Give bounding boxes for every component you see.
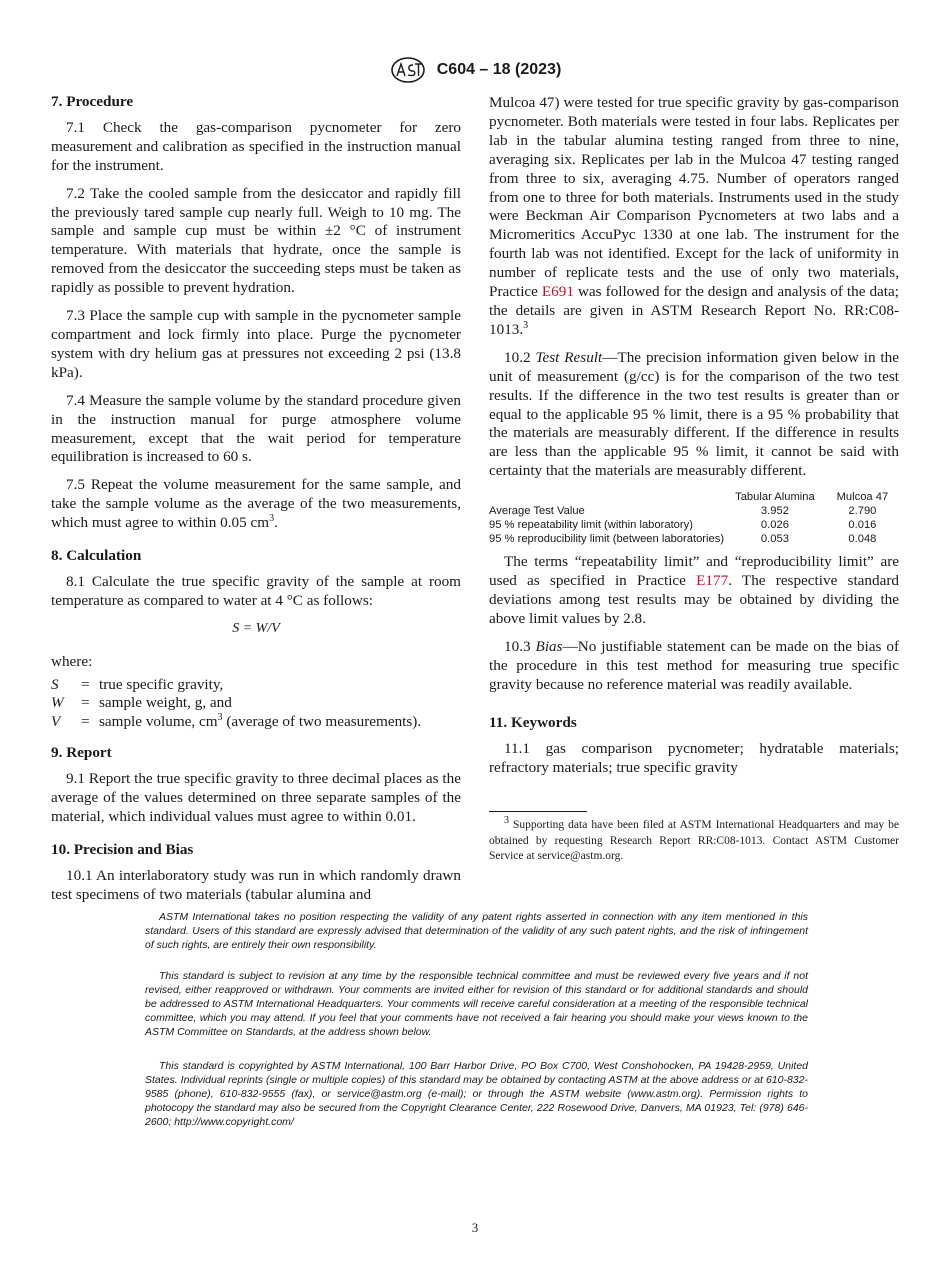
page-header bbox=[0, 56, 950, 86]
paragraph-7-4: 7.4 Measure the sample volume by the standard procedure given in the instruction manual for purge atmosphere volume measurement, except that the wait period for temperature equilibration is increased to 60 s. bbox=[51, 391, 461, 466]
where-label: where: bbox=[51, 652, 93, 670]
paragraph-7-2: 7.2 Take the cooled sample from the desiccator and rapidly fill the previously tared sample cup nearly full. Weigh to 10 mg. The sample and sample cup must be within ±2 °C of instrument temperature. With materials that hydrate, once the sample is removed from the desiccator the succeeding steps must be taken as rapidly as possible to prevent hydration. bbox=[51, 184, 461, 297]
paragraph-10-2: 10.2 Test Result—The precision information given below in the unit of measurement (g/cc) is for the comparison of the two test results. If the difference in the two test results is greater than or equal to the applicable 95 % limit, there is a 95 % probability that the materials are measurably different. If the difference in results are less than the applicable 95 % limit, it cannot be said with certainty that the materials are measurably different. bbox=[489, 348, 899, 480]
paragraph-11-1: 11.1 gas comparison pycnometer; hydratable materials; refractory materials; true specific gravity bbox=[489, 740, 899, 777]
paragraph-7-1: 7.1 Check the gas-comparison pycnometer for zero measurement and calibration as specified in the instruction manual for the instrument. bbox=[51, 118, 461, 174]
section-title-keywords: 11. Keywords bbox=[489, 714, 577, 732]
section-title-precision-bias: 10. Precision and Bias bbox=[51, 840, 194, 858]
table-row: 95 % reproducibility limit (between laboratories) 0.053 0.048 bbox=[489, 533, 877, 546]
footnote-3: $^3$ Supporting data have been filed at ASTM International Headquarters and may be obtained by requesting Research Report RR:C08-1013. Contact ASTM Customer Service at service@astm.org. bbox=[489, 815, 899, 863]
variable-row: S = true specific gravity, bbox=[51, 675, 224, 693]
link-e177[interactable]: E177 bbox=[696, 572, 729, 590]
variable-row: W = sample weight, g, and bbox=[51, 694, 232, 712]
equation: S = W/V bbox=[232, 620, 280, 636]
paragraph-8-1: 8.1 Calculate the true specific gravity of the sample at room temperature as compared to water at 4 °C as follows: bbox=[51, 572, 461, 609]
table-row: 95 % repeatability limit (within laboratory) 0.026 0.016 bbox=[489, 519, 877, 532]
right-column bbox=[489, 94, 899, 874]
variable-row: V = sample volume, $cm^3$ (average of two measurements). bbox=[51, 712, 422, 731]
precision-table bbox=[489, 490, 899, 546]
section-title-report: 9. Report bbox=[51, 744, 112, 762]
paragraph-10-1-continued: Mulcoa 47) were tested for true specific gravity by gas-comparison pycnometer. Both materials were tested in four labs. Replicates per lab in the tabular alumina testing ranged from three to nine, averaging six. Replicates per lab in the Mulcoa 47 testing ranged from three to six, averaging 4.75. Number of operators ranged from one to three for both materials. Instruments used in the study were Beckman Air Comparison Pycnometers at two labs and a Micromeritics AccuPyc 1330 at one lab. The instrument for the fourth lab was not identified. Except for the lack of uniformity in number of replicate tests and the use of only two materials, Practice E691 was followed for the design and analysis of the data; the details are given in ASTM Research Report No. RR:C08-1013.$^3$ bbox=[489, 94, 899, 338]
variable-definitions bbox=[51, 676, 421, 733]
astm-logo-icon bbox=[389, 56, 427, 84]
paragraph-7-3: 7.3 Place the sample cup with sample in the pycnometer sample compartment and lock firmly into place. Purge the pycnometer system with dry helium gas at pressures not exceeding 2 psi (13.8 kPa). bbox=[51, 307, 461, 381]
paragraph-7-5: 7.5 Repeat the volume measurement for the same sample, and take the sample volume as the average of the two measurements, which must agree to within 0.05 $cm^3$. bbox=[51, 476, 461, 532]
standard-designation: C604 – 18 (2023) bbox=[436, 61, 562, 78]
page-number: 3 bbox=[471, 1220, 479, 1235]
paragraph-limits-note: The terms “repeatability limit” and “reproducibility limit” are used as specified in Practice E177. The respective standard deviations among test results may be obtained by dividing the above limit values by 2.8. bbox=[489, 553, 899, 627]
section-title-calculation: 8. Calculation bbox=[51, 547, 142, 565]
footnote-divider bbox=[489, 811, 587, 812]
paragraph-10-1-start: 10.1 An interlaboratory study was run in which randomly drawn test specimens of two materials (tabular alumina and bbox=[51, 866, 461, 903]
section-title-procedure: 7. Procedure bbox=[51, 93, 134, 110]
revision-notice: This standard is subject to revision at any time by the responsible technical committee and must be reviewed every five years and if not revised, either reapproved or withdrawn. Your comments are invited either for revision of this standard or for additional standards and should be addressed to ASTM International Headquarters. Your comments will receive careful consideration at a meeting of the responsible technical committee, which you may attend. If you feel that your comments have not received a fair hearing you should make your views known to the ASTM Committee on Standards, at the address shown below. bbox=[145, 970, 808, 1038]
copyright-notice: This standard is copyrighted by ASTM International, 100 Barr Harbor Drive, PO Box C700, West Conshohocken, PA 19428-2959, United States. Individual reprints (single or multiple copies) of this standard may be obtained by contacting ASTM at the above address or at 610-832-9585 (phone), 610-832-9555 (fax), or service@astm.org (e-mail); or through the ASTM website (www.astm.org). Permission rights to photocopy the standard may also be secured from the Copyright Clearance Center, 222 Rosewood Drive, Danvers, MA 01923, Tel: (978) 646-2600; http://www.copyright.com/ bbox=[145, 1060, 808, 1128]
link-e691[interactable]: E691 bbox=[541, 283, 574, 301]
superscript: 3 bbox=[269, 513, 275, 525]
table-header-row: Tabular Alumina Mulcoa 47 bbox=[735, 491, 889, 504]
table-row: Average Test Value 3.952 2.790 bbox=[489, 505, 877, 518]
paragraph-9-1: 9.1 Report the true specific gravity to three decimal places as the average of the values determined on three separate samples of the material, which individual values must agree to within 0.01. bbox=[51, 770, 461, 825]
paragraph-10-3: 10.3 Bias—No justifiable statement can be made on the bias of the procedure in this test method for measuring true specific gravity because no reference material was readily available. bbox=[489, 637, 900, 693]
patent-notice: ASTM International takes no position respecting the validity of any patent rights asserted in connection with any item mentioned in this standard. Users of this standard are expressly advised that determination of the validity of any such patent rights, and the risk of infringement of such rights, are entirely their own responsibility. bbox=[145, 911, 808, 951]
left-column bbox=[51, 93, 461, 905]
